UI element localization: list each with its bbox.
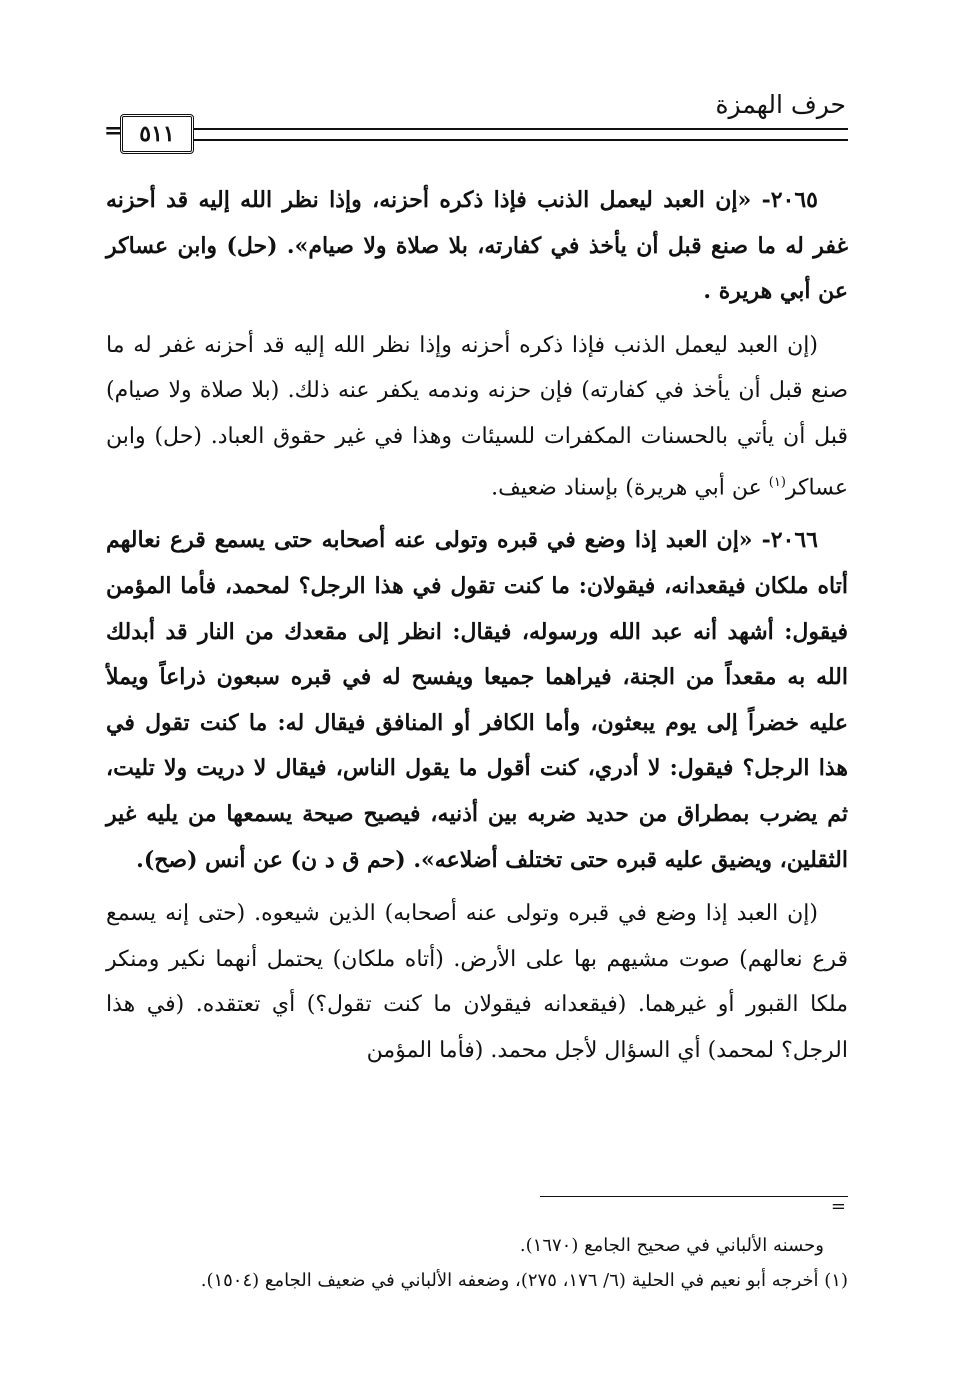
hadith-2066: ٢٠٦٦- «إن العبد إذا وضع في قبره وتولى عنه أصحابه حتى يسمع قرع نعالهم أتاه ملكان فيقعدانه، فيقولان: ما كنت تقول في هذا الرجل؟ لمحمد، فأما المؤمن فيقول: أشهد أنه عبد الله ورسوله، فيقال: انظر إلى مقعدك من النار قد أبدلك الله به مقعداً من الجنة، فيراهما جميعا ويفسح له في قبره سبعون ذراعاً ويملأ عليه خضراً إلى يوم يبعثون، وأما الكافر أو المنافق فيقال له: ما كنت تقول في هذا الرجل؟ فيقول: لا أدري، كنت أقول ما يقول الناس، فيقال لا دريت ولا تليت، ثم يضرب بمطراق من حديد ضربه بين أذنيه، فيصيح صيحة يسمعها من يليه غير الثقلين، ويضيق عليه قبره حتى تختلف أضلاعه». (حم ق د ن) عن أنس (صح). <box>106 527 849 873</box>
commentary-2066: (إن العبد إذا وضع في قبره وتولى عنه أصحابه) الذين شيعوه. (حتى إنه يسمع قرع نعالهم) صوت مشيهم بها على الأرض. (أتاه ملكان) يحتمل أنهما نكير ومنكر ملكا القبور أو غيرهما. (فيقعدانه فيقولان ما كنت تقول؟) أي تعتقده. (في هذا الرجل؟ لمحمد) أي السؤال لأجل محمد. (فأما المؤمن <box>106 901 848 1064</box>
page-number: ٥١١ <box>120 114 194 154</box>
commentary-2065-end: عن أبي هريرة) بإسناد ضعيف. <box>491 474 769 500</box>
footnote-rule <box>540 1196 848 1197</box>
footnote-continuation: وحسنه الألباني في صحيح الجامع (١٦٧٠). <box>519 1235 824 1256</box>
footnote-ref-1: (١) <box>768 474 786 490</box>
main-text <box>106 178 848 1082</box>
chapter-title: حرف الهمزة <box>715 90 846 119</box>
footnote-1: (١) أخرجه أبو نعيم في الحلية (٦/ ١٧٦، ٢٧٥)، وضعفه الألباني في ضعيف الجامع (١٥٠٤). <box>200 1270 848 1291</box>
footnote-equals-mark: = <box>830 1196 846 1217</box>
commentary-2065 <box>106 323 848 511</box>
header-equals-mark: = <box>104 118 123 144</box>
footnotes <box>106 1228 848 1298</box>
commentary-2065-text: (إن العبد ليعمل الذنب فإذا ذكره أحزنه وإذا نظر الله إليه قد أحزنه غفر له ما صنع قبل أن يأخذ في كفارته) فإن حزنه وندمه يكفر عنه ذلك. (بلا صلاة ولا صيام) قبل أن يأتي بالحسنات المكفرات للسيئات وهذا في غير حقوق العباد. (حل) وابن عساكر <box>106 332 848 500</box>
hadith-2065: ٢٠٦٥- «إن العبد ليعمل الذنب فإذا ذكره أحزنه، وإذا نظر الله إليه قد أحزنه غفر له ما صنع قبل أن يأخذ في كفارته، بلا صلاة ولا صيام». (حل) وابن عساكر عن أبي هريرة . <box>106 187 848 305</box>
header-rule <box>194 128 848 141</box>
